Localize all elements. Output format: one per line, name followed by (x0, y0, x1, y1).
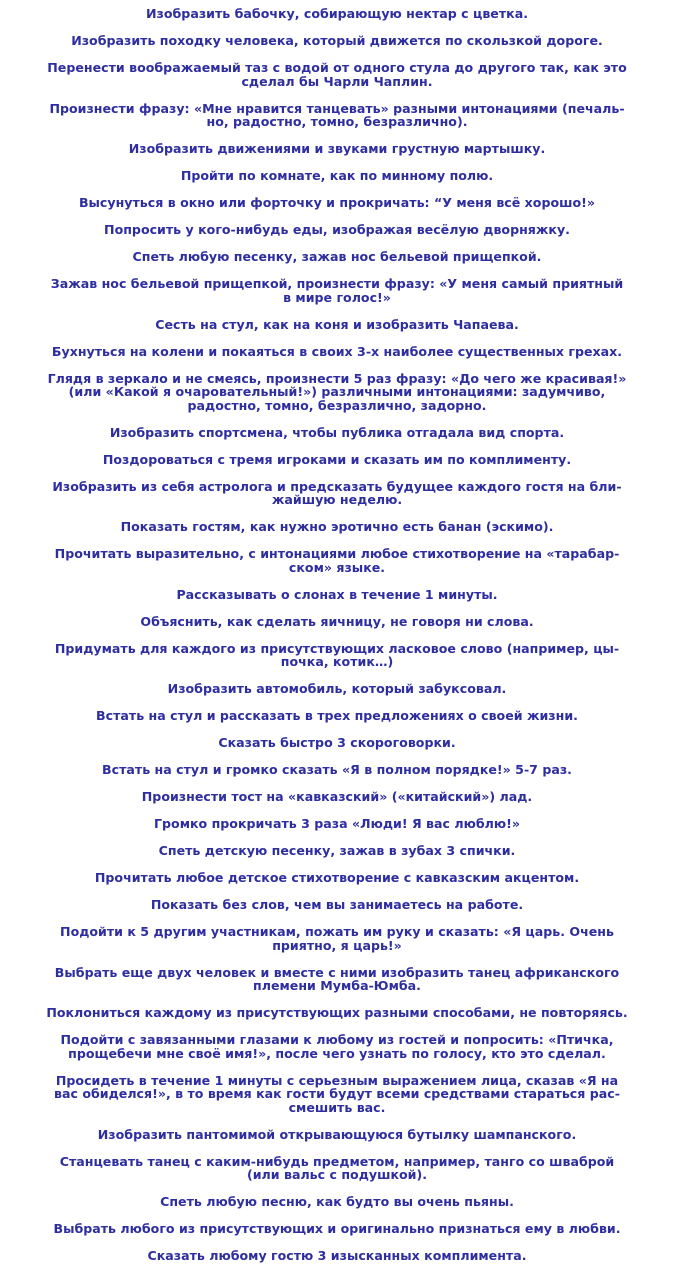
task-item (2, 7, 672, 21)
task-line: жайшую неделю. (271, 492, 403, 507)
task-item (2, 682, 672, 696)
task-line: Показать гостям, как нужно эротично есть банан (эскимо). (120, 519, 554, 534)
task-item (2, 1155, 672, 1182)
task-line: Поздороваться с тремя игроками и сказать им по комплименту. (102, 451, 572, 467)
task-line: приятно, я царь!» (272, 937, 402, 953)
task-item (2, 844, 672, 858)
task-item (2, 1006, 672, 1020)
task-item (2, 1128, 672, 1142)
task-line: Глядя в зеркало и не смеясь, произнести 5 раз фразу: «До чего же красивая!» (47, 370, 627, 386)
task-item (2, 615, 672, 629)
task-item (2, 372, 672, 413)
task-item (2, 1074, 672, 1115)
task-line: Бухнуться на колени и покаяться в своих 3-х наиболее существенных грехах. (51, 343, 623, 359)
task-item (2, 318, 672, 332)
task-item (2, 790, 672, 804)
task-line: вас обиделся!», в то время как гости будут всеми средствами стараться рас- (54, 1086, 620, 1101)
task-item (2, 1249, 672, 1263)
task-line: (или вальс с подушкой). (246, 1167, 428, 1182)
task-item (2, 196, 672, 210)
task-line: почка, котик…) (280, 654, 394, 669)
task-line: Изобразить из себя астролога и предсказать будущее каждого гостя на бли- (52, 478, 622, 494)
task-item (2, 1195, 672, 1209)
task-line: Спеть любую песню, как будто вы очень пьяны. (160, 1194, 514, 1209)
task-line: Сказать любому гостю 3 изысканных комплимента. (147, 1248, 527, 1263)
task-line: Просидеть в течение 1 минуты с серьезным выражением лица, сказав «Я на (55, 1072, 619, 1088)
task-item (2, 817, 672, 831)
task-line: Рассказывать о слонах в течение 1 минуты. (176, 586, 498, 602)
task-item (2, 763, 672, 777)
task-item (2, 142, 672, 156)
task-line: Подойти к 5 другим участникам, пожать им руку и сказать: «Я царь. Очень (60, 924, 614, 939)
task-item (2, 1222, 672, 1236)
task-line: в мире голос!» (283, 289, 391, 305)
task-line: Изобразить пантомимой открывающуюся бутылку шампанского. (97, 1126, 577, 1142)
task-item (2, 547, 672, 574)
task-item (2, 223, 672, 237)
task-item (2, 736, 672, 750)
task-line: Изобразить автомобиль, который забуксовал. (167, 681, 507, 696)
task-line: Объяснить, как сделать яичницу, не говоря ни слова. (140, 613, 534, 629)
task-line: Поклониться каждому из присутствующих разными способами, не повторяясь. (46, 1005, 628, 1020)
task-line: прощебечи мне своё имя!», после чего узнать по голосу, кто это сделал. (68, 1045, 606, 1061)
task-item (2, 871, 672, 885)
task-line: Изобразить спортсмена, чтобы публика отгадала вид спорта. (109, 424, 565, 440)
task-item (2, 453, 672, 467)
task-line: Зажав нос бельевой прищепкой, произнести фразу: «У меня самый приятный (50, 276, 624, 291)
task-line: Изобразить движениями и звуками грустную мартышку. (128, 141, 546, 156)
task-line: Сесть на стул, как на коня и изобразить Чапаева. (155, 316, 519, 332)
task-line: Показать без слов, чем вы занимаетесь на работе. (150, 897, 524, 912)
task-line: сделал бы Чарли Чаплин. (241, 73, 433, 89)
task-item (2, 480, 672, 507)
task-line: Громко прокричать 3 раза «Люди! Я вас люблю!» (154, 816, 520, 831)
task-line: Встать на стул и рассказать в трех предложениях о своей жизни. (96, 708, 578, 723)
task-line: Произнести фразу: «Мне нравится танцевать» разными интонациями (печаль- (49, 100, 625, 116)
task-item (2, 520, 672, 534)
task-line: Подойти с завязанными глазами к любому из гостей и попросить: «Птичка, (60, 1032, 614, 1047)
task-item (2, 426, 672, 440)
task-item (2, 925, 672, 952)
task-line: радостно, томно, безразлично, задорно. (187, 397, 487, 413)
task-item (2, 102, 672, 129)
task-item (2, 1033, 672, 1060)
task-line: Выбрать еще двух человек и вместе с ними изобразить танец африканского (54, 964, 620, 980)
task-line: но, радостно, томно, безразлично). (206, 114, 468, 129)
task-line: племени Мумба-Юмба. (253, 978, 421, 993)
task-item (2, 642, 672, 669)
task-item (2, 966, 672, 993)
task-item (2, 250, 672, 264)
task-item (2, 588, 672, 602)
task-line: Сказать быстро 3 скороговорки. (218, 735, 456, 750)
task-line: Прочитать любое детское стихотворение с кавказским акцентом. (94, 870, 580, 885)
task-line: Изобразить бабочку, собирающую нектар с цветка. (146, 6, 528, 21)
task-line: Перенести воображаемый таз с водой от одного стула до другого так, как это (47, 60, 627, 75)
task-item (2, 169, 672, 183)
task-line: Выбрать любого из присутствующих и оригинально признаться ему в любви. (53, 1221, 621, 1236)
task-line: Встать на стул и громко сказать «Я в полном порядке!» 5-7 раз. (102, 762, 572, 777)
task-line: Попросить у кого-нибудь еды, изображая весёлую дворняжку. (104, 222, 570, 237)
task-item (2, 345, 672, 359)
task-line: Станцевать танец с каким-нибудь предметом, например, танго со шваброй (59, 1153, 615, 1169)
task-item (2, 61, 672, 88)
task-line: Произнести тост на «кавказский» («китайский») лад. (141, 789, 533, 804)
task-line: (или «Какой я очаровательный!») различными интонациями: задумчиво, (68, 384, 606, 399)
task-item (2, 277, 672, 304)
task-line: ском» языке. (288, 559, 386, 575)
task-line: Придумать для каждого из присутствующих ласковое слово (например, цы- (54, 640, 620, 656)
task-line: Изобразить походку человека, который движется по скользкой дороге. (71, 33, 603, 48)
task-line: Пройти по комнате, как по минному полю. (180, 168, 494, 183)
task-line: Спеть детскую песенку, зажав в зубах 3 спички. (158, 843, 516, 858)
task-item (2, 898, 672, 912)
task-line: Прочитать выразительно, с интонациями любое стихотворение на «тарабар- (54, 546, 620, 561)
task-item (2, 34, 672, 48)
task-line: смешить вас. (288, 1099, 386, 1115)
task-line: Спеть любую песенку, зажав нос бельевой прищепкой. (132, 249, 542, 264)
task-item (2, 709, 672, 723)
task-line: Высунуться в окно или форточку и прокричать: “У меня всё хорошо!» (78, 195, 596, 210)
